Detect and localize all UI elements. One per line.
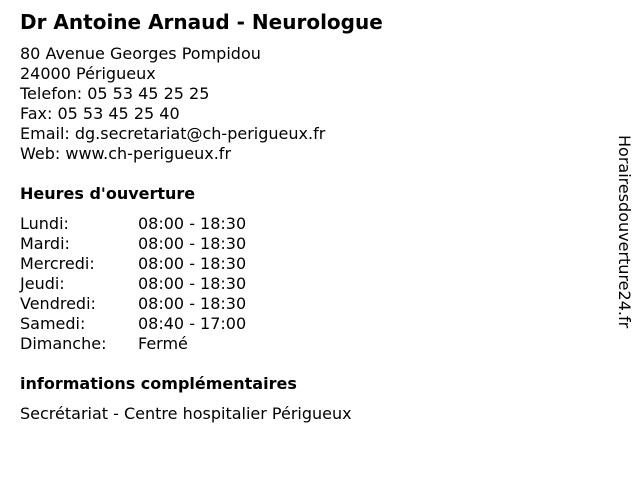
day-hours: 08:00 - 18:30 <box>138 254 247 273</box>
hours-row-thursday <box>20 274 280 294</box>
day-hours: 08:40 - 17:00 <box>138 314 247 333</box>
hours-row-saturday <box>20 314 280 334</box>
day-label: Vendredi: <box>20 294 96 313</box>
web-line: Web: www.ch-perigueux.fr <box>20 144 232 163</box>
day-label: Dimanche: <box>20 334 107 353</box>
site-watermark: Horairesdouverture24.fr <box>615 135 634 329</box>
day-label: Samedi: <box>20 314 86 333</box>
hours-row-sunday <box>20 334 280 354</box>
day-hours: 08:00 - 18:30 <box>138 214 247 233</box>
day-hours: Fermé <box>138 334 188 353</box>
info-heading: informations complémentaires <box>20 374 297 393</box>
address-city: 24000 Périgueux <box>20 64 156 83</box>
hours-row-tuesday <box>20 234 280 254</box>
day-label: Mardi: <box>20 234 70 253</box>
day-hours: 08:00 - 18:30 <box>138 234 247 253</box>
page-title: Dr Antoine Arnaud - Neurologue <box>20 10 383 34</box>
phone-line: Telefon: 05 53 45 25 25 <box>20 84 210 103</box>
hours-row-wednesday <box>20 254 280 274</box>
day-label: Jeudi: <box>20 274 65 293</box>
day-label: Lundi: <box>20 214 69 233</box>
address-street: 80 Avenue Georges Pompidou <box>20 44 261 63</box>
email-line: Email: dg.secretariat@ch-perigueux.fr <box>20 124 326 143</box>
hours-row-friday <box>20 294 280 314</box>
day-hours: 08:00 - 18:30 <box>138 294 247 313</box>
fax-line: Fax: 05 53 45 25 40 <box>20 104 180 123</box>
hours-list <box>20 214 280 354</box>
day-label: Mercredi: <box>20 254 95 273</box>
hours-heading: Heures d'ouverture <box>20 184 196 203</box>
day-hours: 08:00 - 18:30 <box>138 274 247 293</box>
info-text: Secrétariat - Centre hospitalier Périgueux <box>20 404 352 423</box>
hours-row-monday <box>20 214 280 234</box>
contact-block <box>20 44 325 164</box>
